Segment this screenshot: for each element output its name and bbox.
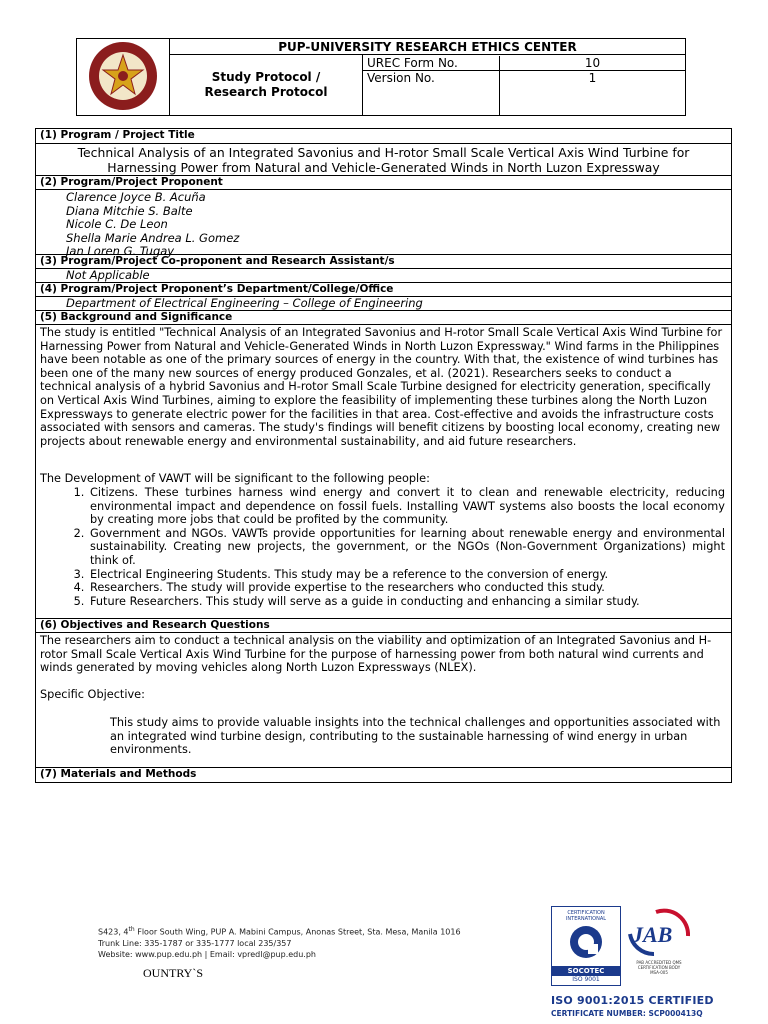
project-title-line1: Technical Analysis of an Integrated Savonius and H-rotor Small Scale Vertical Axis Wind Turbine for bbox=[77, 145, 690, 160]
certificate-number: CERTIFICATE NUMBER: SCP000413Q bbox=[551, 1009, 703, 1018]
section-5-title: (5) Background and Significance bbox=[36, 310, 731, 324]
form-label: UREC Form No. bbox=[363, 56, 500, 70]
address-line: S423, 4th Floor South Wing, PUP A. Mabini Campus, Anonas Street, Sta. Mesa, Manila 1016 bbox=[98, 926, 461, 937]
list-item: 3. Electrical Engineering Students. This study may be a reference to the conversion of energy. bbox=[88, 568, 725, 582]
section-6-body bbox=[36, 632, 731, 767]
list-item: 5. Future Researchers. This study will serve as a guide in conducting and enhancing a similar study. bbox=[88, 595, 725, 609]
section-3-body: Not Applicable bbox=[36, 268, 731, 282]
section-2-title: (2) Program/Project Proponent bbox=[36, 175, 731, 189]
list-item: 4. Researchers. The study will provide expertise to the researchers who conducted this study. bbox=[88, 581, 725, 595]
specific-objective-text: This study aims to provide valuable insights into the technical challenges and opportunities associated with an integrated wind turbine design, contributing to the sustainable harnessing of wind energy in urban environments. bbox=[110, 716, 721, 757]
version-label: Version No. bbox=[363, 71, 500, 115]
project-title-line2: Harnessing Power from Natural and Vehicle-Generated Winds in North Luzon Expressway bbox=[107, 160, 660, 175]
trunk-line: Trunk Line: 335-1787 or 335-1777 local 235/357 bbox=[98, 938, 292, 948]
doc-title bbox=[170, 55, 363, 116]
section-4-title: (4) Program/Project Proponent’s Department/College/Office bbox=[36, 282, 731, 296]
proponent-name: Jan Loren G. Tugay bbox=[66, 244, 175, 258]
form-value: 10 bbox=[584, 55, 601, 70]
objective-paragraph: The researchers aim to conduct a technical analysis on the viability and optimization of an Integrated Savonius and H-rotor Small Scale Vertical Axis Wind Turbine for the purpose of harnessing power from both natural wind currents and winds generated by moving vehicles along North Luzon Expressways (NLEX). bbox=[40, 634, 712, 675]
proponent-name: Shella Marie Andrea L. Gomez bbox=[66, 230, 240, 245]
development-intro: The Development of VAWT will be significant to the following people: bbox=[40, 472, 430, 485]
background-paragraph: The study is entitled "Technical Analysis of an Integrated Savonius and H-rotor Small Scale Vertical Axis Wind Turbine for Harnessing Power from Natural and Vehicle-Generated Winds in North Luzon Expressway." Wind farms in the Philippines have been notable as one of the primary sources of energy in the country. With that, the existence of wind turbines has been one of the many new sources of energy produced Gonzales, et al. (2021). Researchers seeks to conduct a technical analysis of a hybrid Savonius and H-rotor Small Scale Turbine designed for electricity generation, specifically on Vertical Axis Wind Turbines, aiming to explore the feasibility of implementing these turbines along the North Luzon Expressways to generate electric power for the facilities in that area. Cost-effective and avoids the infrastructure costs associated with sensors and cameras. The study's findings will benefit citizens by boosting local economy, creating new projects about renewable energy and environmental sustainability, and aid future researchers. bbox=[40, 326, 723, 448]
stray-text: OUNTRY`S bbox=[143, 966, 204, 980]
section-5-body bbox=[36, 324, 731, 610]
section-1-title: (1) Program / Project Title bbox=[40, 129, 195, 141]
specific-objective-label: Specific Objective: bbox=[40, 688, 145, 701]
center-name: PUP-UNIVERSITY RESEARCH ETHICS CENTER bbox=[170, 39, 686, 55]
proponent-name: Clarence Joyce B. Acuña bbox=[66, 190, 206, 204]
proponent-list bbox=[36, 189, 731, 259]
section-3-title: (3) Program/Project Co-proponent and Research Assistant/s bbox=[36, 254, 731, 268]
doc-title-line1: Study Protocol / bbox=[211, 70, 321, 84]
list-item: 2. Government and NGOs. VAWTs provide opportunities for learning about renewable energy and environmental sustainability. Creating new projects, the government, or the NGOs (Non-Government Organizations) might think of. bbox=[88, 527, 725, 568]
pup-seal-icon bbox=[87, 40, 159, 112]
iso-certified-text: ISO 9001:2015 CERTIFIED bbox=[551, 994, 714, 1007]
proponent-name: Diana Mitchie S. Balte bbox=[66, 203, 193, 218]
socotec-icon bbox=[566, 922, 606, 962]
website-line: Website: www.pup.edu.ph | Email: vpredl@pup.edu.ph bbox=[98, 949, 316, 959]
socotec-logo: CERTIFICATION INTERNATIONAL SOCOTEC ISO 9001 bbox=[551, 906, 621, 986]
header-table bbox=[76, 38, 686, 116]
list-item: 1. Citizens. These turbines harness wind energy and convert it to clean and renewable electricity, reducing environmental impact and dependence on fossil fuels. Installing VAWT systems also boosts the local economy by creating more jobs that could be profited by the community. bbox=[88, 486, 725, 527]
form-cell bbox=[363, 55, 686, 71]
doc-title-line2: Research Protocol bbox=[204, 85, 328, 99]
section-4-body: Department of Electrical Engineering – College of Engineering bbox=[36, 296, 731, 310]
significance-list bbox=[40, 486, 725, 608]
footer-address bbox=[98, 924, 461, 960]
section-6-title: (6) Objectives and Research Questions bbox=[36, 618, 731, 632]
section-7-title: (7) Materials and Methods bbox=[36, 767, 731, 783]
version-value: 1 bbox=[588, 71, 597, 85]
pup-seal-cell bbox=[77, 39, 170, 116]
section-1-body bbox=[36, 143, 731, 175]
proponent-name: Nicole C. De Leon bbox=[66, 217, 168, 231]
version-cell bbox=[363, 71, 686, 116]
protocol-table bbox=[35, 128, 732, 783]
jab-logo: JAB PAB ACCREDITED QMS CERTIFICATION BODY MSA-005 bbox=[626, 906, 692, 986]
